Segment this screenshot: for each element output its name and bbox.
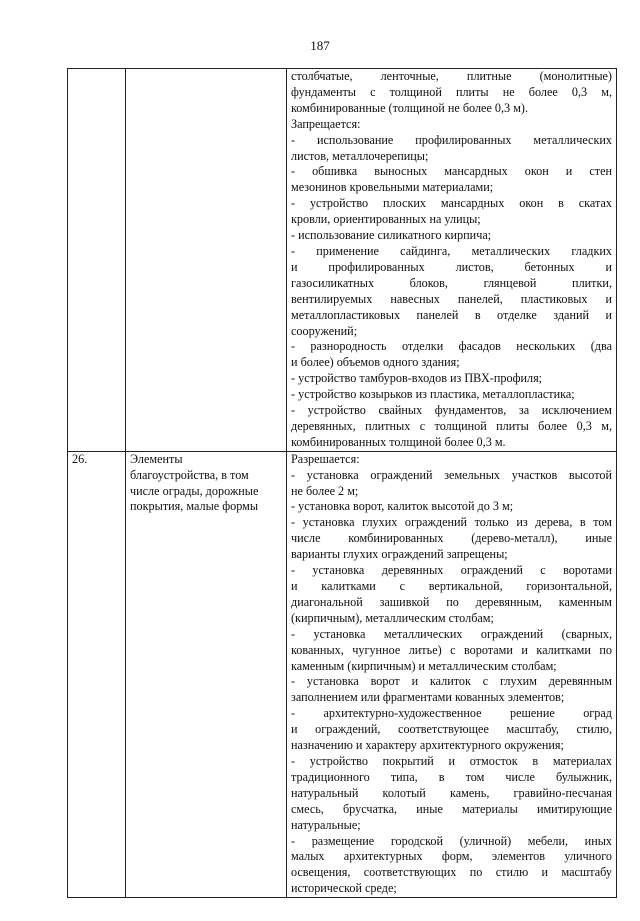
requirement-line: и ограждений, соответствующее масштабу, стилю, bbox=[291, 722, 612, 737]
requirement-line: - устройство козырьков из пластика, металлопластика; bbox=[291, 387, 575, 402]
page-number: 187 bbox=[310, 38, 330, 53]
row-number-cell bbox=[68, 69, 126, 452]
requirement-line: - установка ворот, калиток высотой до 3 м; bbox=[291, 499, 514, 514]
requirement-line: листов, металлочерепицы; bbox=[291, 148, 429, 163]
element-name-cell bbox=[126, 69, 287, 452]
requirement-line: - применение сайдинга, металлических гладких bbox=[291, 243, 612, 258]
requirement-line: не более 2 м; bbox=[291, 483, 359, 498]
requirement-line: - разнородность отделки фасадов нескольких (два bbox=[291, 339, 612, 354]
requirement-line: Запрещается: bbox=[291, 116, 361, 131]
table-row bbox=[68, 69, 617, 452]
requirement-line: натуральный колотый камень, гравийно-песчаная bbox=[291, 785, 612, 800]
requirement-line: - установка ворот и калиток с глухим деревянным bbox=[291, 674, 612, 689]
requirement-line: - использование силикатного кирпича; bbox=[291, 228, 492, 243]
requirement-line: каменным (кирпичным) и металлическим столбам; bbox=[291, 658, 557, 673]
requirement-line: Разрешается: bbox=[291, 451, 360, 466]
requirement-line: столбчатые, ленточные, плитные (монолитные) bbox=[291, 69, 612, 83]
requirement-line: сооружений; bbox=[291, 323, 358, 338]
row-number-cell: 26. bbox=[68, 451, 126, 897]
regulations-table bbox=[67, 68, 617, 898]
element-name-line: Элементы bbox=[130, 451, 183, 466]
requirement-line: - архитектурно-художественное решение оград bbox=[291, 706, 612, 721]
requirement-line: кровли, ориентированных на улицы; bbox=[291, 212, 481, 227]
requirement-line: - установка ограждений земельных участков высотой bbox=[291, 467, 612, 482]
requirement-line: - устройство покрытий и отмосток в материалах bbox=[291, 753, 612, 768]
element-name-line: благоустройства, в том bbox=[130, 467, 249, 482]
requirement-line: назначению и характеру архитектурного окружения; bbox=[291, 738, 564, 753]
requirement-line: варианты глухих ограждений запрещены; bbox=[291, 547, 508, 562]
requirement-line: - установка металлических ограждений (сварных, bbox=[291, 626, 612, 641]
requirement-line: натуральные; bbox=[291, 817, 361, 832]
requirement-line: и более) объемов одного здания; bbox=[291, 355, 460, 370]
requirement-line: комбинированные (толщиной не более 0,3 м). bbox=[291, 100, 529, 115]
requirement-line: мезонинов кровельными материалами; bbox=[291, 180, 494, 195]
requirement-line: (кирпичным), металлическим столбам; bbox=[291, 610, 494, 625]
requirement-line: металлопластиковых панелей в отделке зданий и bbox=[291, 307, 612, 322]
requirement-line: - устройство плоских мансардных окон в скатах bbox=[291, 196, 612, 211]
requirement-line: - установка деревянных ограждений с воротами bbox=[291, 563, 612, 578]
requirement-line: смесь, брусчатка, иные материалы имитирующие bbox=[291, 801, 612, 816]
requirement-line: комбинированных толщиной более 0,3 м. bbox=[291, 434, 506, 449]
element-name-line: числе ограды, дорожные bbox=[130, 483, 259, 498]
requirement-line: и калитками с вертикальной, горизонтальной, bbox=[291, 579, 612, 593]
requirement-line: диагональной зашивкой по деревянным, каменным bbox=[291, 594, 612, 609]
requirement-line: фундаменты с толщиной плиты не более 0,3 м, bbox=[291, 84, 612, 99]
requirement-line: - использование профилированных металлических bbox=[291, 132, 612, 147]
requirement-line: освещения, соответствующих по стилю и масштабу bbox=[291, 865, 612, 880]
requirement-line: кованных, чугунное литье) с воротами и калитками по bbox=[291, 642, 612, 657]
requirements-cell bbox=[287, 69, 617, 452]
requirement-line: - устройство свайных фундаментов, за исключением bbox=[291, 403, 612, 418]
requirement-line: числе комбинированных (дерево-металл), иные bbox=[291, 531, 612, 546]
requirement-line: - размещение городской (уличной) мебели, иных bbox=[291, 833, 612, 848]
element-name-line: покрытия, малые формы bbox=[130, 499, 259, 514]
requirement-line: традиционного типа, в том числе булыжник, bbox=[291, 769, 612, 784]
requirement-line: заполнением или фрагментами кованных элементов; bbox=[291, 690, 565, 705]
requirement-line: вентилируемых навесных панелей, пластиковых и bbox=[291, 291, 612, 306]
requirements-cell bbox=[287, 451, 617, 897]
requirement-line: газосиликатных блоков, глянцевой плитки, bbox=[291, 275, 612, 290]
requirement-line: и профилированных листов, бетонных и bbox=[291, 259, 612, 274]
requirement-line: малых архитектурных форм, элементов уличного bbox=[291, 849, 612, 864]
requirement-line: - обшивка выносных мансардных окон и стен bbox=[291, 164, 612, 179]
requirement-line: - установка глухих ограждений только из дерева, в том bbox=[291, 515, 612, 530]
element-name-cell bbox=[126, 451, 287, 897]
requirement-line: деревянных, плитных с толщиной плиты более 0,3 м, bbox=[291, 418, 612, 433]
requirement-line: исторической среде; bbox=[291, 881, 397, 896]
table-row bbox=[68, 451, 617, 897]
requirement-line: - устройство тамбуров-входов из ПВХ-профиля; bbox=[291, 371, 543, 386]
